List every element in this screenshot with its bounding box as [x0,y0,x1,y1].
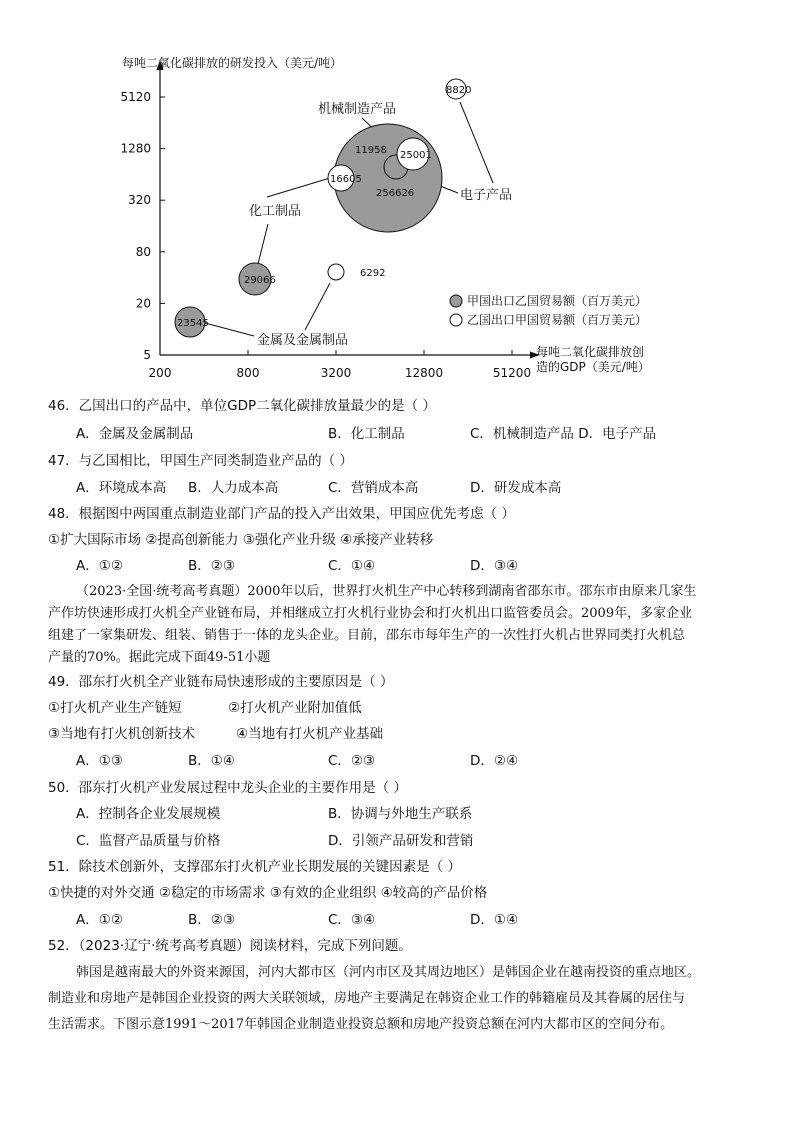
category-label-chemical: 化工制品 [249,204,302,219]
option-47-b: B．人力成本高 [188,480,279,496]
statement-49-1: ①打火机产业生产链短 [48,700,182,716]
option-47-d: D．研发成本高 [470,480,562,496]
option-46-cd: C．机械制造产品 D．电子产品 [470,426,657,442]
option-47-a: A．环境成本高 [76,480,167,496]
y-tick-label: 1280 [120,141,151,156]
option-48-d: D．③④ [470,558,519,574]
x-axis-title-line2: 造的GDP（美元/吨） [536,360,650,374]
question-49: 49．邵东打火机全产业链布局快速形成的主要原因是（ ） [48,674,394,690]
y-tick-label: 20 [135,296,151,311]
option-51-c: C．③④ [328,912,376,928]
category-label-metal: 金属及金属制品 [257,333,349,348]
question-46: 46．乙国出口的产品中，单位GDP二氧化碳排放量最少的是（ ） [48,398,436,414]
passage-49-line2: 产作坊快速形成打火机全产业链布局，并相继成立打火机行业协会和打火机出口监管委员会。2009年，多家企业 [48,606,693,621]
question-50: 50．邵东打火机产业发展过程中龙头企业的主要作用是（ ） [48,780,407,796]
passage-49-line3: 组建了一家集研发、组装、销售于一体的龙头企业。目前，邵东市每年生产的一次性打火机占世界同类打火机总 [48,628,686,643]
x-tick-label: 800 [236,366,260,380]
option-51-d: D．①④ [470,912,519,928]
value-label: 16605 [330,174,362,185]
category-label-electronics: 电子产品 [460,188,513,203]
option-49-b: B．①④ [188,753,235,769]
option-50-c: C．监督产品质量与价格 [76,833,221,849]
y-axis-title: 每吨二氧化碳排放的研发投入（美元/吨） [122,56,343,70]
legend-label-open: 乙国出口甲国贸易额（百万美元） [467,313,648,327]
x-axis-title-line1: 每吨二氧化碳排放创 [536,345,645,359]
option-51-a: A．①② [76,912,123,928]
value-label: 6292 [360,268,386,279]
option-50-a: A．控制各企业发展规模 [76,806,221,822]
value-label: 23545 [177,318,209,329]
option-48-c: C．①④ [328,558,376,574]
x-tick-label: 12800 [404,366,444,380]
question-47: 47．与乙国相比，甲国生产同类制造业产品的（ ） [48,453,353,469]
option-50-d: D．引领产品研发和营销 [328,833,474,849]
y-tick-label: 80 [135,244,151,259]
question-48: 48．根据图中两国重点制造业部门产品的投入产出效果，甲国应优先考虑（ ） [48,506,515,522]
y-tick-label: 5 [143,348,151,362]
y-tick-label: 5120 [120,90,151,104]
value-label: 25001 [400,150,432,161]
option-47-c: C．营销成本高 [328,480,419,496]
x-tick-label: 3200 [320,366,352,380]
option-49-c: C．②③ [328,753,376,769]
value-label: 11958 [355,145,387,156]
value-label: 256626 [376,188,415,199]
option-46-b: B．化工制品 [328,426,405,442]
y-tick-label: 320 [128,193,151,208]
legend-label-filled: 甲国出口乙国贸易额（百万美元） [467,294,648,308]
option-49-a: A．①③ [76,753,123,769]
x-tick-label: 200 [148,366,172,380]
option-50-b: B．协调与外地生产联系 [328,806,473,822]
statements-48: ①扩大国际市场 ②提高创新能力 ③强化产业升级 ④承接产业转移 [48,532,434,548]
option-46-a: A．金属及金属制品 [76,426,194,442]
option-51-b: B．②③ [188,912,235,928]
passage-52-line3: 生活需求。下图示意1991～2017年韩国企业制造业投资总额和房地产投资总额在河内大都市区的空间分布。 [48,1017,674,1032]
passage-52-line2: 制造业和房地产是韩国企业投资的两大关联领域，房地产主要满足在韩资企业工作的韩籍雇员及其眷属的居住与 [48,991,686,1006]
option-48-a: A．①② [76,558,123,574]
x-tick-label: 51200 [492,366,532,380]
question-52: 52．（2023·辽宁·统考高考真题）阅读材料，完成下列问题。 [48,938,412,954]
statement-49-4: ④当地有打火机产业基础 [236,726,384,742]
statements-51: ①快捷的对外交通 ②稳定的市场需求 ③有效的企业组织 ④较高的产品价格 [48,885,488,901]
option-48-b: B．②③ [188,558,235,574]
passage-49-line4: 产量的70%。据此完成下面49-51小题 [48,650,271,665]
statement-49-2: ②打火机产业附加值低 [228,700,362,716]
passage-49-line1: （2023·全国·统考高考真题）2000年以后，世界打火机生产中心转移到湖南省邵东市。邵东市由原来几家生 [76,584,697,599]
value-label: 8820 [446,85,472,96]
passage-52-line1: 韩国是越南最大的外资来源国，河内大都市区（河内市区及其周边地区）是韩国企业在越南投资的重点地区。 [76,965,701,980]
category-label-mechanical: 机械制造产品 [318,102,397,117]
option-49-d: D．②④ [470,753,519,769]
value-label: 29066 [244,275,276,286]
question-51: 51．除技术创新外，支撑邵东打火机产业长期发展的关键因素是（ ） [48,859,461,875]
statement-49-3: ③当地有打火机创新技术 [48,726,196,742]
